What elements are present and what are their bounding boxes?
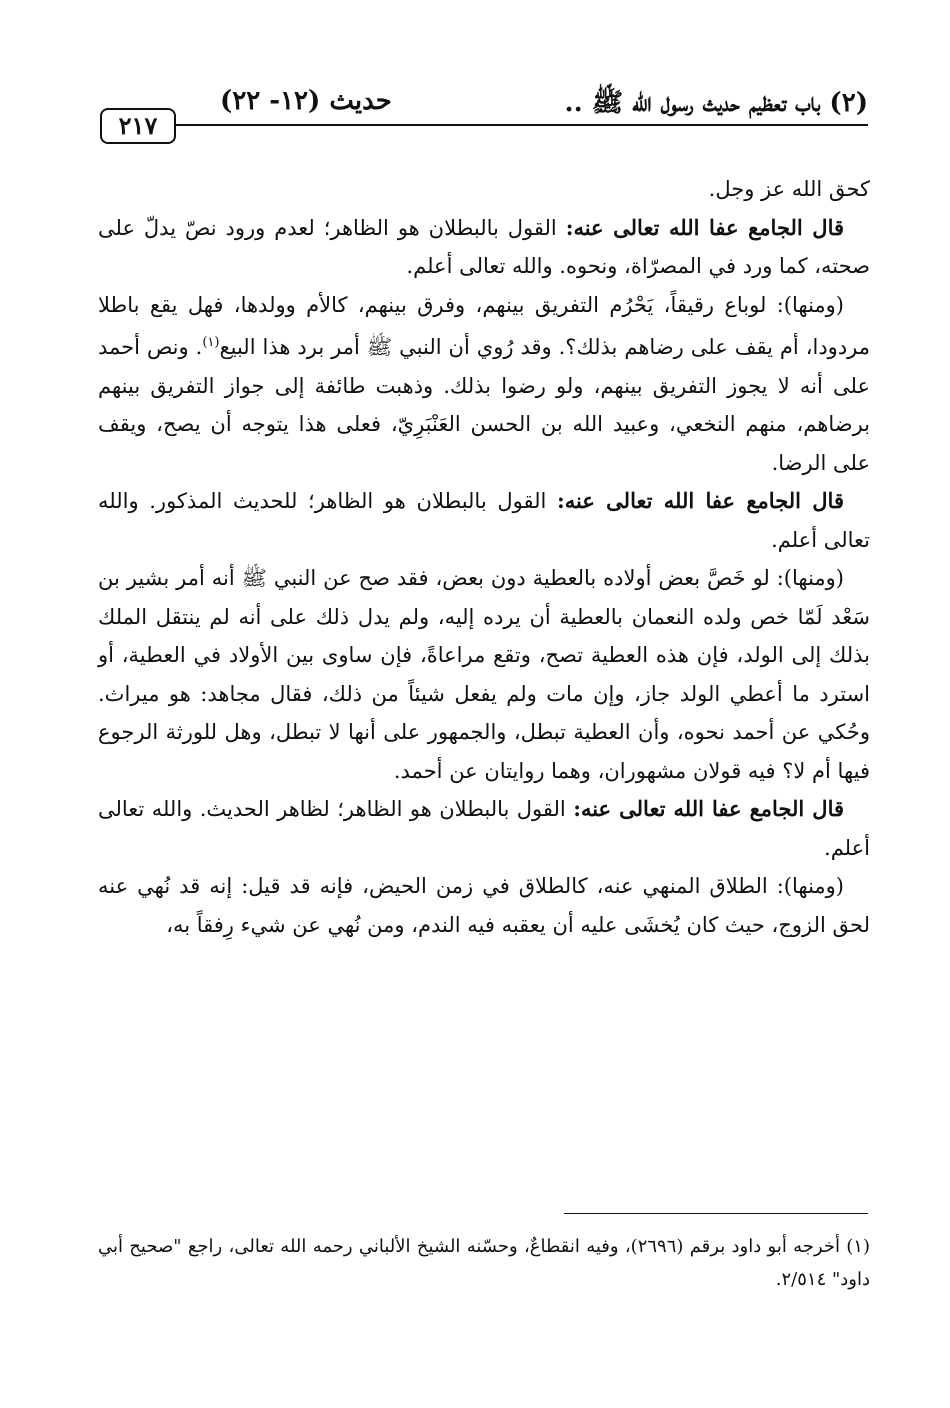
paragraph-2 [98, 209, 870, 286]
author-remark-text: القول بالبطلان هو الظاهر؛ لعدم ورود نصّ يدلّ على صحته، كما ورد في المصرّاة، ونحوه. والله تعالى أعلم. [98, 215, 870, 278]
paragraph-7: (ومنها): الطلاق المنهي عنه، كالطلاق في زمن الحيض، فإنه قد قيل: إنه قد نُهي عنه لحق الزوج، حيث كان يُخشَى عليه أن يعقبه فيه الندم، ومن نُهي عن شيء رِفقاً به، [98, 874, 870, 937]
footnote-divider [564, 1213, 868, 1214]
author-remark-text: القول بالبطلان هو الظاهر؛ لظاهر الحديث. والله تعالى أعلم. [98, 797, 870, 860]
author-remark-label: قال الجامع عفا الله تعالى عنه: [573, 796, 845, 821]
paragraph-3 [98, 286, 870, 483]
page-number: ٢١٧ [100, 108, 176, 144]
footnote-reference[interactable]: (١) [202, 335, 220, 350]
paragraph-6 [98, 790, 870, 867]
footnote-1: (١) أخرجه أبو داود برقم (٢٦٩٦)، وفيه انقطاعٌ، وحسّنه الشيخ الألباني رحمه الله تعالى، راجع "صحيح أبي داود" ٢/٥١٤. [98, 1236, 870, 1290]
running-header [100, 80, 868, 140]
main-text [98, 170, 870, 944]
author-remark-text: القول بالبطلان هو الظاهر؛ للحديث المذكور. والله تعالى أعلم. [98, 489, 870, 552]
paragraph-4 [98, 482, 870, 559]
paragraph-3-text: (ومنها): لوباع رقيقاً، يَحْرُم التفريق بينهم، وفرق بينهم، كالأم وولدها، فهل يقع باطلا مردودا، أم يقف على رضاهم بذلك؟. وقد رُوي أن النبي ﷺ أمر برد هذا البيع [98, 292, 871, 359]
author-remark-label: قال الجامع عفا الله تعالى عنه: [556, 488, 844, 513]
header-rule [176, 124, 868, 126]
hadith-range: حديث (١٢- ٢٢) [220, 86, 392, 116]
paragraph-3-tail: . ونص أحمد على أنه لا يجوز التفريق بينهم، ولو رضوا بذلك. وذهبت طائفة إلى جواز التفريق بينهم برضاهم، منهم النخعي، وعبيد الله بن الحسن العَنْبَرِيّ، فعلى هذا يتوجه أن يصح، ويقف على الرضا. [98, 335, 870, 475]
chapter-title: (٢) باب تعظيم حديث رسول الله ﷺ .. [564, 88, 868, 118]
author-remark-label: قال الجامع عفا الله تعالى عنه: [565, 214, 845, 240]
footnotes [98, 1230, 870, 1296]
paragraph-5: (ومنها): لو خَصَّ بعض أولاده بالعطية دون بعض، فقد صح عن النبي ﷺ أنه أمر بشير بن سَعْد لَمّا خص ولده النعمان بالعطية أن يرده إليه، ولم يدل ذلك على أنه لم ينتقل الملك بذلك إلى الولد، فإن هذه العطية تصح، وتقع مراعاةً، فإن ساوى بين الأولاد في العطية، أو استرد ما أعطي الولد جاز، وإن مات ولم يفعل شيئاً من ذلك، فقال مجاهد: هو ميراث. وحُكي عن أحمد نحوه، وأن العطية تبطل، والجمهور على أنها لا تبطل، وهل للورثة الرجوع فيها أم لا؟ فيه قولان مشهوران، وهما روايتان عن أحمد. [98, 566, 870, 783]
paragraph-1: كحق الله عز وجل. [708, 177, 870, 201]
